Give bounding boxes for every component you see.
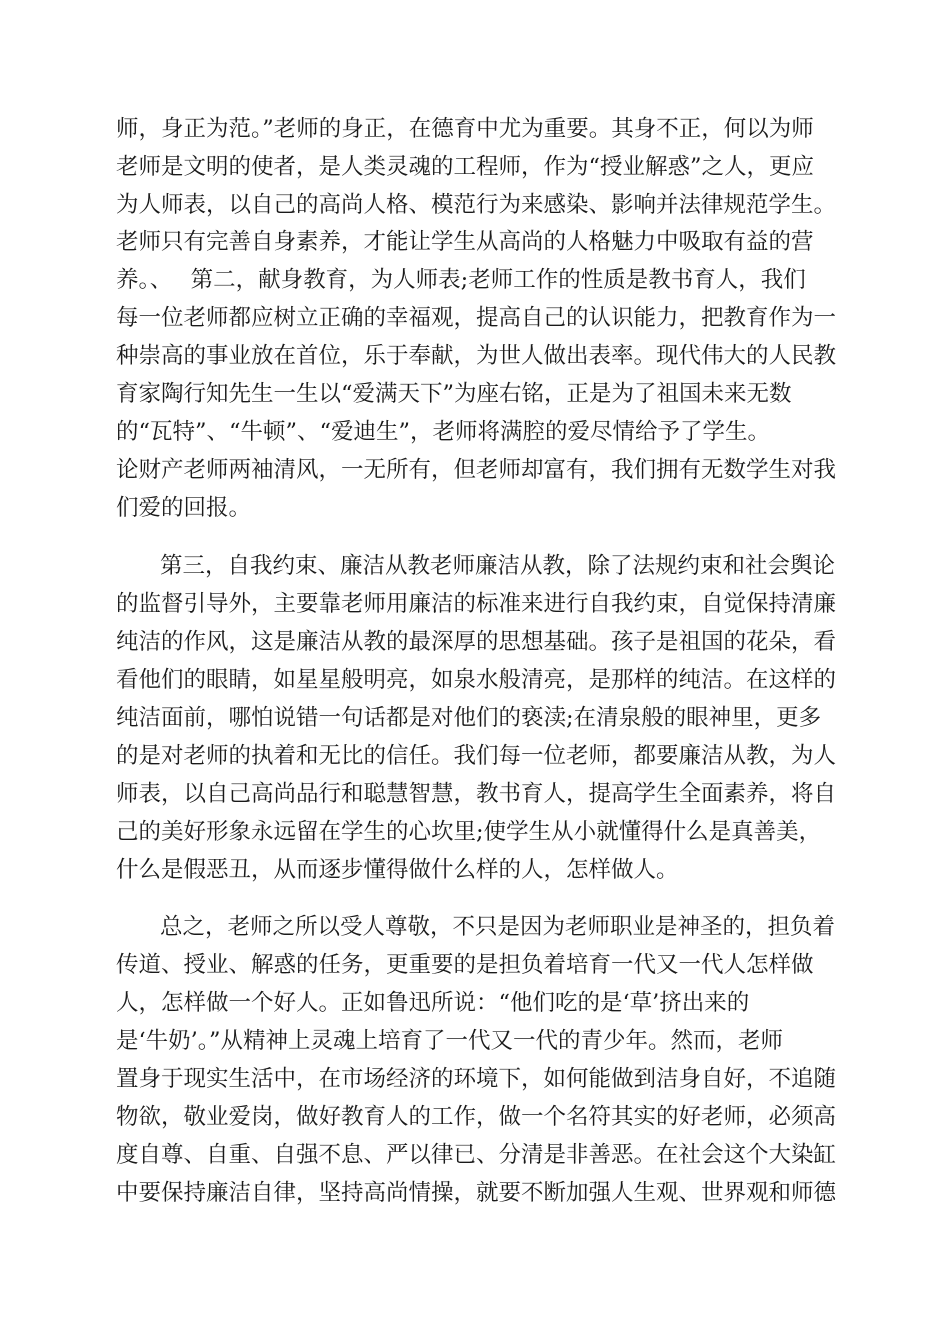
text-line: 己的美好形象永远留在学生的心坎里;使学生从小就懂得什么是真善美， (116, 819, 822, 845)
text-line: 育家陶行知先生一生以“爱满天下”为座右铭，正是为了祖国未来无数 (116, 381, 792, 407)
text-line: 师表，以自己高尚品行和聪慧智慧，教书育人，提高学生全面素养，将自 (116, 781, 836, 807)
text-line: 第三，自我约束、廉洁从教老师廉洁从教，除了法规约束和社会舆论 (160, 553, 836, 579)
text-line: 老师是文明的使者，是人类灵魂的工程师，作为“授业解惑”之人，更应 (116, 154, 815, 180)
text-line: 看他们的眼睛，如星星般明亮，如泉水般清亮，是那样的纯洁。在这样的 (116, 667, 836, 693)
text-line: 什么是假恶丑，从而逐步懂得做什么样的人，怎样做人。 (116, 857, 679, 883)
text-line: 每一位老师都应树立正确的幸福观，提高自己的认识能力，把教育作为一 (116, 305, 836, 331)
text-line: 中要保持廉洁自律，坚持高尚情操，就要不断加强人生观、世界观和师德 (116, 1180, 836, 1206)
text-line: 总之，老师之所以受人尊敬，不只是因为老师职业是神圣的，担负着 (160, 914, 836, 940)
text-line: 纯洁面前，哪怕说错一句话都是对他们的亵渎;在清泉般的眼神里，更多 (116, 705, 822, 731)
text-line: 师，身正为范。”老师的身正，在德育中尤为重要。其身不正，何以为师 (116, 116, 814, 142)
text-line: 种崇高的事业放在首位，乐于奉献，为世人做出表率。现代伟大的人民教 (116, 343, 836, 369)
text-line: 老师只有完善自身素养，才能让学生从高尚的人格魅力中吸取有益的营 (116, 229, 814, 255)
text-line: 度自尊、自重、自强不息、严以律已、分清是非善恶。在社会这个大染缸 (116, 1142, 836, 1168)
text-line: 的是对老师的执着和无比的信任。我们每一位老师，都要廉洁从教，为人 (116, 743, 836, 769)
text-line: 人，怎样做一个好人。正如鲁迅所说：“他们吃的是‘草’挤出来的 (116, 990, 750, 1016)
text-line: 纯洁的作风，这是廉洁从教的最深厚的思想基础。孩子是祖国的花朵，看 (116, 629, 836, 655)
text-line: 们爱的回报。 (116, 495, 252, 521)
text-line: 为人师表，以自己的高尚人格、模范行为来感染、影响并法律规范学生。 (116, 192, 836, 218)
text-line: 的“瓦特”、“牛顿”、“爱迪生”，老师将满腔的爱尽情给予了学生。 (116, 419, 771, 445)
text-line: 是‘牛奶’。”从精神上灵魂上培育了一代又一代的青少年。然而，老师 (116, 1028, 784, 1054)
text-line: 传道、授业、解惑的任务，更重要的是担负着培育一代又一代人怎样做 (116, 952, 814, 978)
text-line: 的监督引导外，主要靠老师用廉洁的标准来进行自我约束，自觉保持清廉 (116, 591, 836, 617)
text-line: 置身于现实生活中，在市场经济的环境下，如何能做到洁身自好，不追随 (116, 1066, 836, 1092)
text-line: 论财产老师两袖清风，一无所有，但老师却富有，我们拥有无数学生对我 (116, 457, 836, 483)
text-line: 物欲，敬业爱岗，做好教育人的工作，做一个名符其实的好老师，必须高 (116, 1104, 836, 1130)
text-line: 养。、 第二，献身教育，为人师表;老师工作的性质是教书育人，我们 (116, 267, 806, 293)
